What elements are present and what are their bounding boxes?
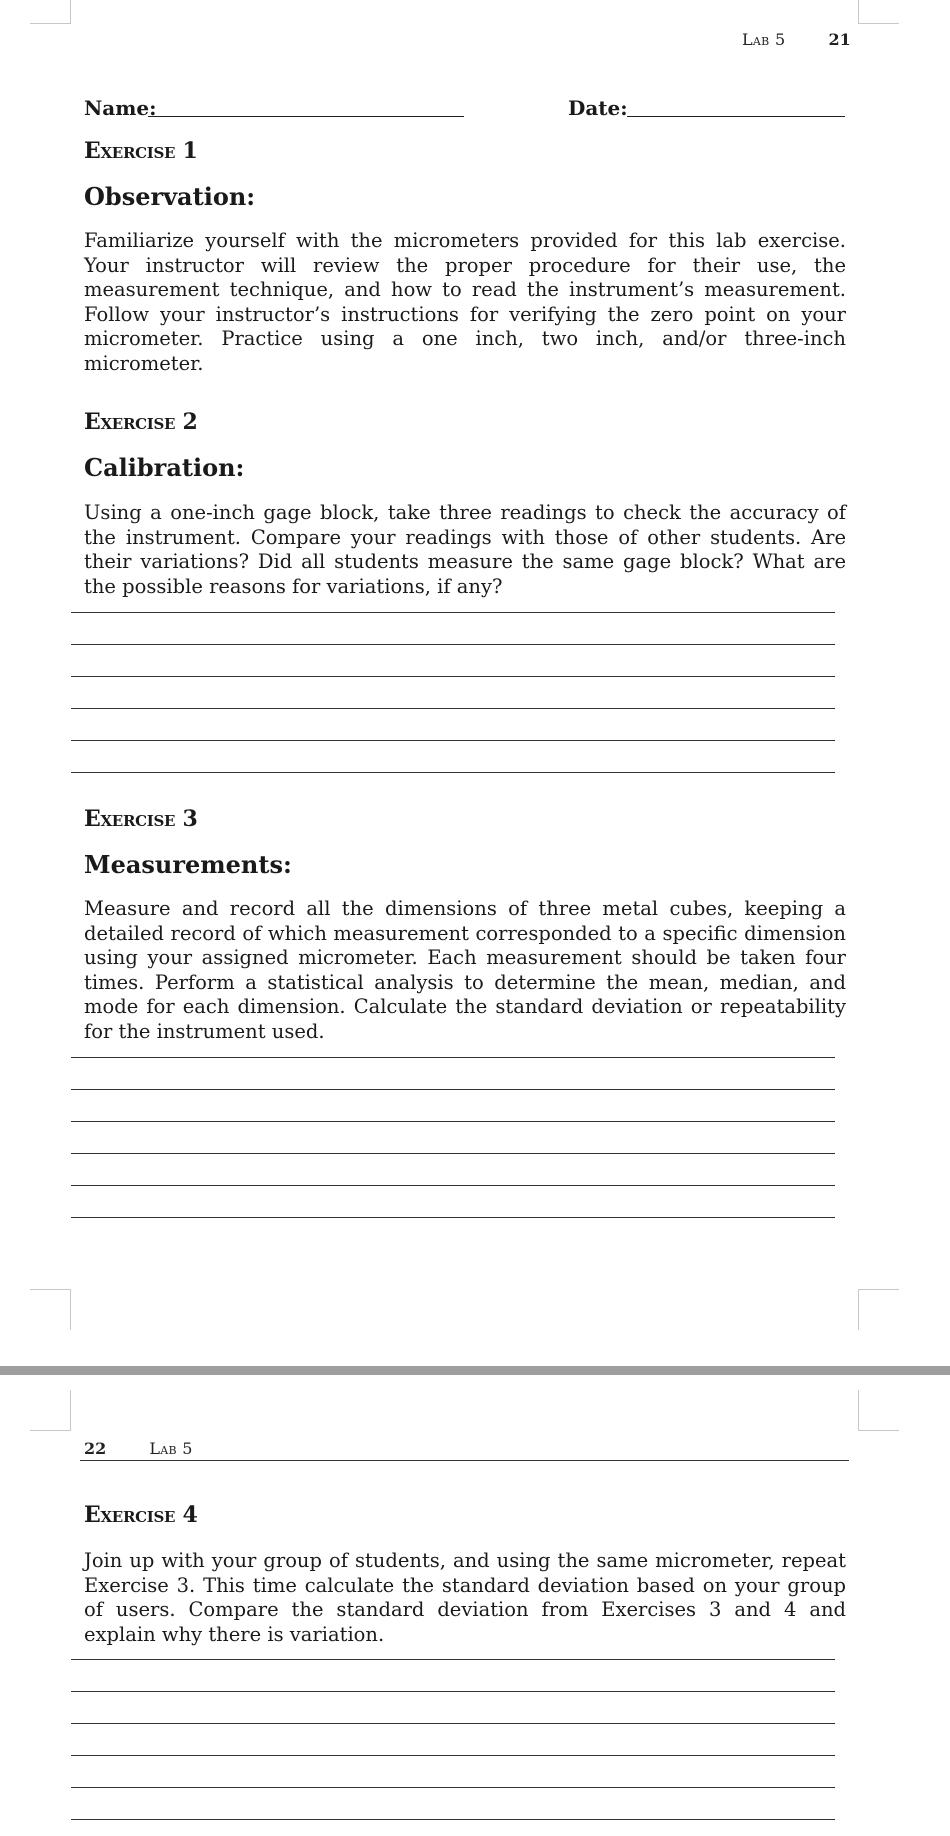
answer-line[interactable]: [71, 1153, 835, 1154]
date-field[interactable]: [627, 116, 845, 117]
running-head-lab: Lab 5: [149, 1439, 193, 1458]
name-label: Name:: [84, 96, 157, 120]
answer-line[interactable]: [71, 1121, 835, 1122]
answer-line[interactable]: [71, 708, 835, 709]
exercise-1-body: Familiarize yourself with the micrometers provided for this lab exercise. Your instructor will review the proper procedure for their use, the measurement technique, and how to read the instrument’s measurement. Follow your instructor’s instructions for verifying the zero point on your micrometer. Practice using a one inch, two inch, and/or three-inch micrometer.: [84, 229, 846, 375]
exercise-1-heading: Exercise 1: [84, 138, 198, 164]
crop-mark: [30, 1289, 71, 1330]
date-label: Date:: [568, 96, 628, 120]
page-separator: [0, 1366, 950, 1375]
answer-line[interactable]: [71, 612, 835, 613]
answer-line[interactable]: [71, 676, 835, 677]
answer-line[interactable]: [71, 740, 835, 741]
answer-line[interactable]: [71, 1057, 835, 1058]
exercise-3-subheading: Measurements:: [84, 850, 292, 879]
exercise-3-body: Measure and record all the dimensions of three metal cubes, keeping a detailed record of which measurement corresponded to a specific dimension using your assigned micrometer. Each measurement should be taken four times. Perform a statistical analysis to determine the mean, median, and mode for each dimension. Calculate the standard deviation or repeatability for the instrument used.: [84, 897, 846, 1043]
page-number: 22: [84, 1439, 107, 1458]
answer-line[interactable]: [71, 1089, 835, 1090]
running-head-lab: Lab 5: [742, 30, 786, 49]
answer-line[interactable]: [71, 644, 835, 645]
answer-line[interactable]: [71, 1819, 835, 1820]
answer-line[interactable]: [71, 1691, 835, 1692]
exercise-3-heading: Exercise 3: [84, 806, 198, 832]
exercise-2-body: Using a one-inch gage block, take three readings to check the accuracy of the instrument. Compare your readings with those of other students. Are their variations? Did all students measure the same gage block? What are the possible reasons for variations, if any?: [84, 501, 846, 598]
name-field[interactable]: [148, 116, 464, 117]
answer-line[interactable]: [71, 1217, 835, 1218]
crop-mark: [858, 0, 899, 24]
answer-line[interactable]: [71, 1659, 835, 1660]
running-head: [84, 1439, 193, 1458]
answer-line[interactable]: [71, 1787, 835, 1788]
exercise-4-body: Join up with your group of students, and using the same micrometer, repeat Exercise 3. This time calculate the standard deviation based on your group of users. Compare the standard deviation from Exercises 3 and 4 and explain why there is variation.: [84, 1549, 846, 1646]
crop-mark: [858, 1289, 899, 1330]
running-head: [742, 30, 851, 49]
crop-mark: [30, 1390, 71, 1431]
exercise-2-subheading: Calibration:: [84, 453, 245, 482]
answer-line[interactable]: [71, 1755, 835, 1756]
exercise-4-heading: Exercise 4: [84, 1502, 198, 1528]
exercise-2-heading: Exercise 2: [84, 409, 198, 435]
crop-mark: [30, 0, 71, 24]
answer-line[interactable]: [71, 772, 835, 773]
page-number: 21: [828, 30, 851, 49]
page-22: [0, 1375, 950, 1836]
crop-mark: [858, 1390, 899, 1431]
exercise-1-subheading: Observation:: [84, 182, 256, 211]
header-rule: [80, 1460, 849, 1461]
answer-line[interactable]: [71, 1185, 835, 1186]
answer-line[interactable]: [71, 1723, 835, 1724]
